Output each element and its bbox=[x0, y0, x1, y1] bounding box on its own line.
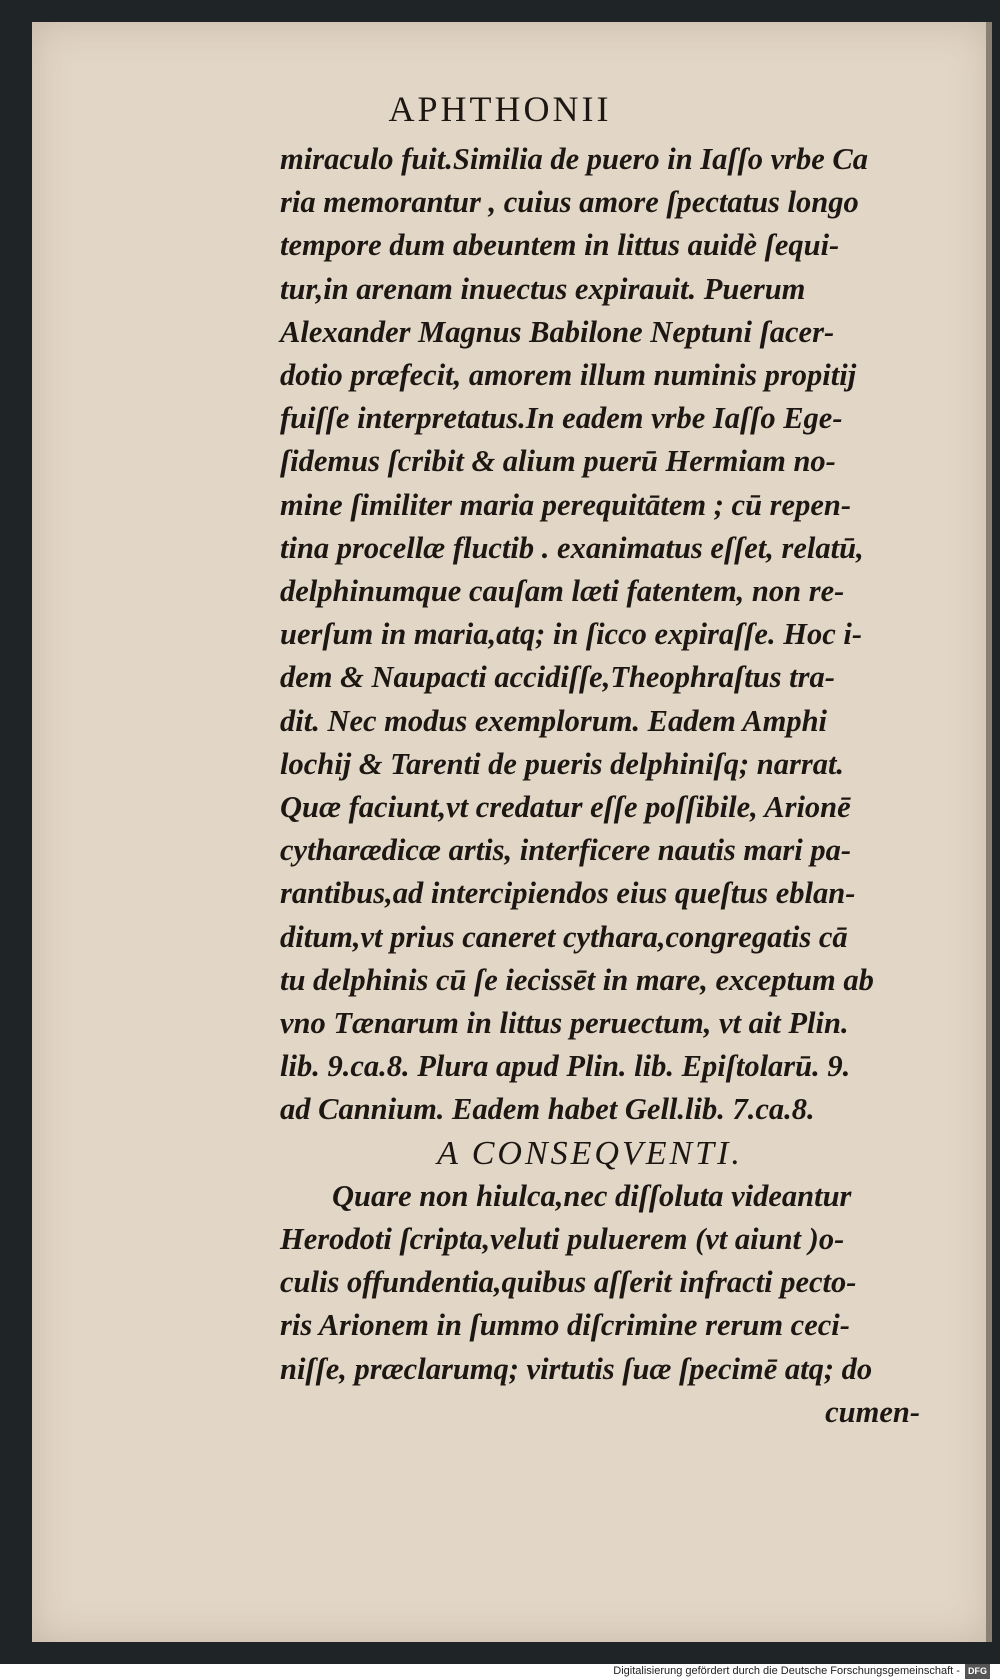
body-text bbox=[280, 138, 960, 1434]
text-line: fuiſſe interpretatus.In eadem vrbe Iaſſo Ege- bbox=[280, 401, 843, 436]
text-line: mine ſimiliter maria perequitātem ; cū repen- bbox=[280, 487, 851, 522]
text-line: Quæ faciunt,vt credatur eſſe poſſibile, Arionē bbox=[280, 790, 851, 825]
text-line: tempore dum abeuntem in littus auidè ſequi- bbox=[280, 228, 840, 263]
text-line: dotio præfecit, amorem illum numinis propitij bbox=[280, 358, 857, 393]
text-line: ria memorantur , cuius amore ſpectatus longo bbox=[280, 185, 859, 220]
text-line: tu delphinis cū ſe iecissēt in mare, exceptum ab bbox=[280, 962, 874, 997]
running-head: APHTHONII bbox=[388, 89, 612, 129]
page-edge bbox=[986, 22, 992, 1642]
text-line: vno Tænarum in littus peruectum, vt ait Plin. bbox=[280, 1006, 849, 1041]
text-line: lib. 9.ca.8. Plura apud Plin. lib. Epiſtolarū. 9. bbox=[280, 1049, 851, 1084]
text-line: lochij & Tarenti de pueris delphiniſq; narrat. bbox=[280, 746, 845, 781]
dfg-logo: DFG bbox=[965, 1664, 990, 1679]
text-line: ditum,vt prius caneret cythara,congregatis cā bbox=[280, 919, 848, 954]
text-line: uerſum in maria,atq; in ſicco expiraſſe. Hoc i- bbox=[280, 617, 862, 652]
text-line: Quare non hiulca,nec diſſoluta videantur bbox=[332, 1178, 852, 1213]
text-line: tina procellæ fluctib . exanimatus eſſet, relatū, bbox=[280, 530, 864, 565]
catchword: cumen- bbox=[825, 1394, 920, 1429]
digitization-credit bbox=[613, 1664, 990, 1679]
text-line: ſidemus ſcribit & alium puerū Hermiam no- bbox=[280, 444, 836, 479]
text-line: culis offundentia,quibus aſſerit infracti pecto- bbox=[280, 1265, 857, 1300]
text-line: ad Cannium. Eadem habet Gell.lib. 7.ca.8. bbox=[280, 1092, 815, 1127]
text-line: tur,in arenam inuectus expirauit. Puerum bbox=[280, 271, 806, 306]
text-line: delphinumque cauſam læti fatentem, non re- bbox=[280, 574, 845, 609]
text-line: rantibus,ad intercipiendos eius queſtus eblan- bbox=[280, 876, 856, 911]
text-line: miraculo fuit.Similia de puero in Iaſſo vrbe Ca bbox=[280, 142, 869, 176]
text-line: niſſe, præclarumq; virtutis ſuæ ſpecimē atq; do bbox=[280, 1351, 873, 1386]
credit-text: Digitalisierung gefördert durch die Deutsche Forschungsgemeinschaft - bbox=[613, 1665, 960, 1677]
section-heading: A CONSEQVENTI. bbox=[437, 1134, 743, 1172]
text-line: dem & Naupacti accidiſſe,Theophraſtus tra- bbox=[280, 660, 835, 695]
text-line: ris Arionem in ſummo diſcrimine rerum ceci- bbox=[280, 1308, 850, 1343]
text-line: cytharædicæ artis, interficere nautis mari pa- bbox=[280, 833, 852, 868]
text-line: dit. Nec modus exemplorum. Eadem Amphi bbox=[280, 703, 828, 738]
text-line: Herodoti ſcripta,veluti puluerem (vt aiunt )o- bbox=[280, 1222, 845, 1257]
text-line: Alexander Magnus Babilone Neptuni ſacer- bbox=[280, 314, 835, 349]
